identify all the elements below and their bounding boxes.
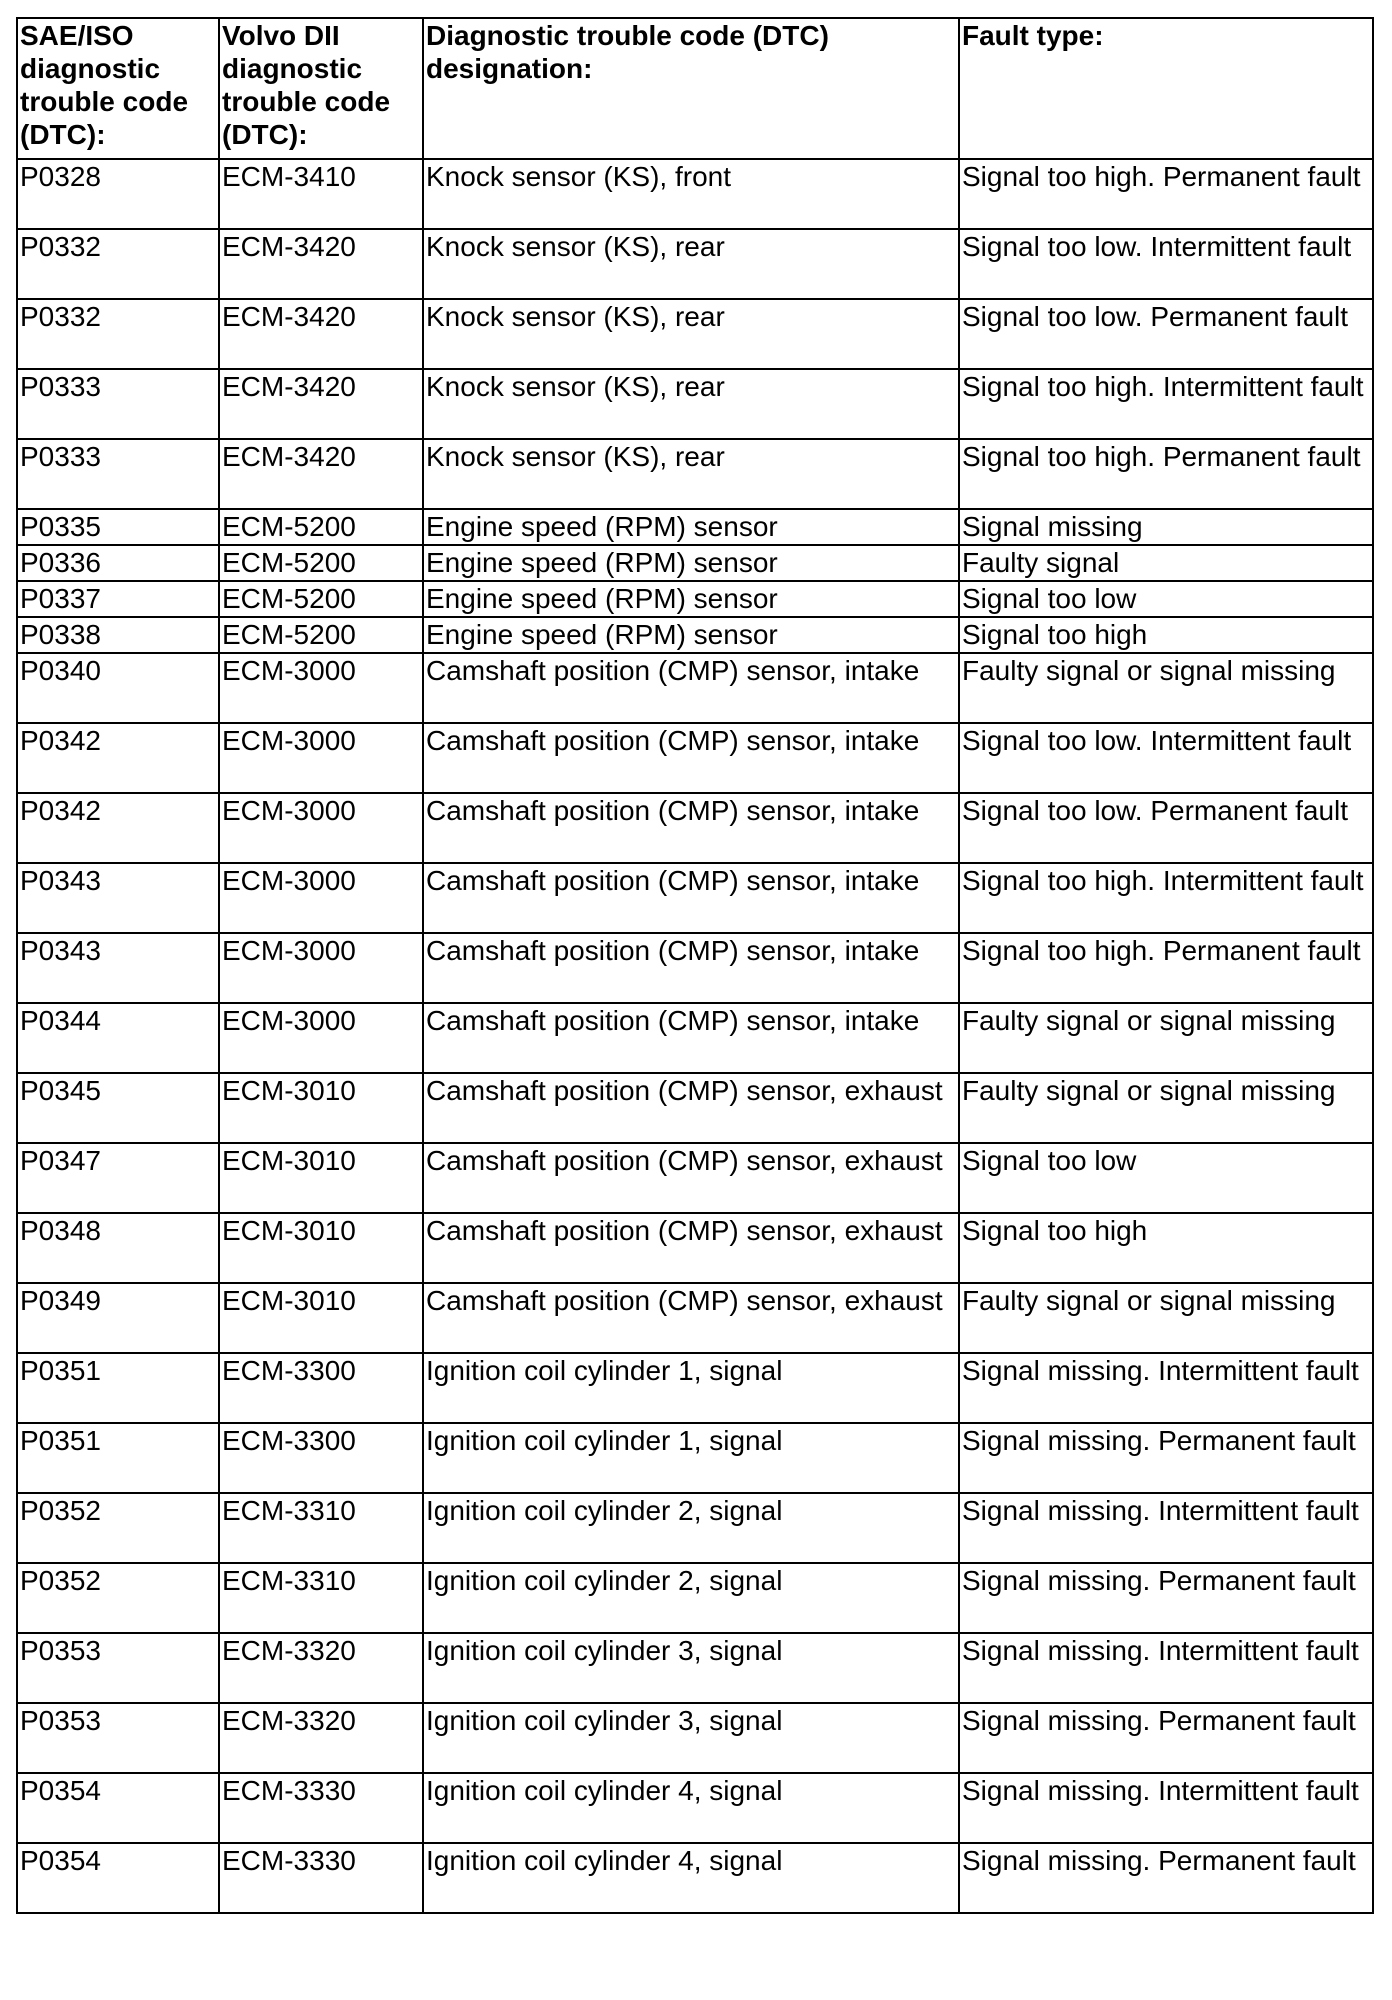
cell-designation: Engine speed (RPM) sensor (423, 545, 959, 581)
cell-volvo-code: ECM-3300 (219, 1353, 423, 1423)
cell-fault-type: Signal missing. Permanent fault (959, 1703, 1373, 1773)
cell-volvo-code: ECM-3010 (219, 1213, 423, 1283)
table-row (17, 1073, 1373, 1143)
cell-designation: Knock sensor (KS), rear (423, 369, 959, 439)
cell-fault-type: Signal too low. Permanent fault (959, 793, 1373, 863)
dtc-table (16, 17, 1374, 1914)
table-row (17, 229, 1373, 299)
cell-designation: Ignition coil cylinder 4, signal (423, 1843, 959, 1913)
cell-fault-type: Signal too high. Intermittent fault (959, 863, 1373, 933)
cell-fault-type: Faulty signal or signal missing (959, 1283, 1373, 1353)
cell-volvo-code: ECM-3300 (219, 1423, 423, 1493)
cell-sae-code: P0335 (17, 509, 219, 545)
cell-volvo-code: ECM-3010 (219, 1283, 423, 1353)
table-row (17, 1213, 1373, 1283)
cell-volvo-code: ECM-3000 (219, 933, 423, 1003)
cell-sae-code: P0353 (17, 1703, 219, 1773)
cell-fault-type: Signal too high. Permanent fault (959, 159, 1373, 229)
table-row (17, 581, 1373, 617)
cell-sae-code: P0333 (17, 369, 219, 439)
cell-fault-type: Signal missing. Permanent fault (959, 1843, 1373, 1913)
cell-designation: Camshaft position (CMP) sensor, intake (423, 793, 959, 863)
cell-sae-code: P0351 (17, 1353, 219, 1423)
cell-fault-type: Signal too low. Permanent fault (959, 299, 1373, 369)
cell-fault-type: Signal missing. Permanent fault (959, 1563, 1373, 1633)
cell-fault-type: Signal too high. Permanent fault (959, 933, 1373, 1003)
cell-volvo-code: ECM-5200 (219, 617, 423, 653)
cell-volvo-code: ECM-3420 (219, 369, 423, 439)
header-volvo-dii-dtc: Volvo DII diagnostic trouble code (DTC): (219, 18, 423, 159)
cell-volvo-code: ECM-3010 (219, 1073, 423, 1143)
table-row (17, 439, 1373, 509)
cell-sae-code: P0354 (17, 1773, 219, 1843)
table-row (17, 509, 1373, 545)
table-row (17, 653, 1373, 723)
table-row (17, 299, 1373, 369)
cell-designation: Ignition coil cylinder 2, signal (423, 1493, 959, 1563)
cell-fault-type: Faulty signal or signal missing (959, 1003, 1373, 1073)
cell-fault-type: Signal too low (959, 1143, 1373, 1213)
cell-sae-code: P0344 (17, 1003, 219, 1073)
header-fault-type: Fault type: (959, 18, 1373, 159)
cell-fault-type: Signal missing. Intermittent fault (959, 1493, 1373, 1563)
cell-designation: Ignition coil cylinder 3, signal (423, 1633, 959, 1703)
cell-fault-type: Faulty signal or signal missing (959, 1073, 1373, 1143)
cell-volvo-code: ECM-3420 (219, 439, 423, 509)
cell-sae-code: P0353 (17, 1633, 219, 1703)
cell-volvo-code: ECM-3000 (219, 653, 423, 723)
table-row (17, 1633, 1373, 1703)
cell-volvo-code: ECM-5200 (219, 581, 423, 617)
cell-designation: Engine speed (RPM) sensor (423, 509, 959, 545)
cell-fault-type: Signal too high. Permanent fault (959, 439, 1373, 509)
table-row (17, 1283, 1373, 1353)
cell-fault-type: Signal missing. Permanent fault (959, 1423, 1373, 1493)
cell-volvo-code: ECM-3000 (219, 723, 423, 793)
cell-sae-code: P0338 (17, 617, 219, 653)
table-row (17, 1143, 1373, 1213)
cell-sae-code: P0347 (17, 1143, 219, 1213)
cell-volvo-code: ECM-3330 (219, 1843, 423, 1913)
table-body (17, 159, 1373, 1913)
cell-volvo-code: ECM-3310 (219, 1563, 423, 1633)
table-row (17, 1423, 1373, 1493)
cell-sae-code: P0352 (17, 1493, 219, 1563)
cell-fault-type: Signal too low. Intermittent fault (959, 723, 1373, 793)
cell-sae-code: P0332 (17, 229, 219, 299)
cell-fault-type: Signal too low (959, 581, 1373, 617)
cell-sae-code: P0340 (17, 653, 219, 723)
cell-volvo-code: ECM-3420 (219, 299, 423, 369)
cell-volvo-code: ECM-3010 (219, 1143, 423, 1213)
cell-designation: Knock sensor (KS), rear (423, 229, 959, 299)
cell-sae-code: P0352 (17, 1563, 219, 1633)
cell-sae-code: P0342 (17, 723, 219, 793)
table-row (17, 863, 1373, 933)
cell-designation: Engine speed (RPM) sensor (423, 581, 959, 617)
cell-volvo-code: ECM-5200 (219, 545, 423, 581)
cell-volvo-code: ECM-3320 (219, 1703, 423, 1773)
cell-designation: Camshaft position (CMP) sensor, intake (423, 863, 959, 933)
cell-fault-type: Signal missing. Intermittent fault (959, 1773, 1373, 1843)
table-row (17, 793, 1373, 863)
cell-sae-code: P0332 (17, 299, 219, 369)
table-row (17, 1493, 1373, 1563)
table-row (17, 723, 1373, 793)
header-dtc-designation: Diagnostic trouble code (DTC) designation: (423, 18, 959, 159)
cell-sae-code: P0354 (17, 1843, 219, 1913)
cell-designation: Ignition coil cylinder 2, signal (423, 1563, 959, 1633)
cell-volvo-code: ECM-3410 (219, 159, 423, 229)
cell-sae-code: P0337 (17, 581, 219, 617)
cell-designation: Ignition coil cylinder 1, signal (423, 1353, 959, 1423)
cell-designation: Knock sensor (KS), rear (423, 299, 959, 369)
header-row (17, 18, 1373, 159)
cell-volvo-code: ECM-3320 (219, 1633, 423, 1703)
cell-fault-type: Signal too low. Intermittent fault (959, 229, 1373, 299)
table-row (17, 159, 1373, 229)
cell-designation: Camshaft position (CMP) sensor, exhaust (423, 1073, 959, 1143)
cell-designation: Camshaft position (CMP) sensor, intake (423, 723, 959, 793)
cell-fault-type: Faulty signal (959, 545, 1373, 581)
table-row (17, 1773, 1373, 1843)
cell-sae-code: P0342 (17, 793, 219, 863)
cell-fault-type: Signal too high. Intermittent fault (959, 369, 1373, 439)
cell-fault-type: Signal missing. Intermittent fault (959, 1633, 1373, 1703)
table-row (17, 545, 1373, 581)
cell-fault-type: Faulty signal or signal missing (959, 653, 1373, 723)
cell-sae-code: P0333 (17, 439, 219, 509)
table-header (17, 18, 1373, 159)
cell-volvo-code: ECM-3000 (219, 863, 423, 933)
cell-sae-code: P0348 (17, 1213, 219, 1283)
table-row (17, 369, 1373, 439)
cell-designation: Ignition coil cylinder 1, signal (423, 1423, 959, 1493)
cell-designation: Camshaft position (CMP) sensor, exhaust (423, 1283, 959, 1353)
cell-designation: Knock sensor (KS), rear (423, 439, 959, 509)
cell-sae-code: P0328 (17, 159, 219, 229)
cell-fault-type: Signal too high (959, 617, 1373, 653)
table-row (17, 1843, 1373, 1913)
cell-volvo-code: ECM-3330 (219, 1773, 423, 1843)
cell-sae-code: P0349 (17, 1283, 219, 1353)
cell-designation: Knock sensor (KS), front (423, 159, 959, 229)
cell-designation: Engine speed (RPM) sensor (423, 617, 959, 653)
cell-fault-type: Signal too high (959, 1213, 1373, 1283)
cell-designation: Camshaft position (CMP) sensor, exhaust (423, 1143, 959, 1213)
cell-designation: Camshaft position (CMP) sensor, exhaust (423, 1213, 959, 1283)
cell-sae-code: P0343 (17, 863, 219, 933)
cell-designation: Ignition coil cylinder 4, signal (423, 1773, 959, 1843)
table-row (17, 1563, 1373, 1633)
cell-fault-type: Signal missing. Intermittent fault (959, 1353, 1373, 1423)
cell-sae-code: P0351 (17, 1423, 219, 1493)
cell-volvo-code: ECM-3000 (219, 1003, 423, 1073)
cell-volvo-code: ECM-3420 (219, 229, 423, 299)
cell-designation: Camshaft position (CMP) sensor, intake (423, 1003, 959, 1073)
table-row (17, 617, 1373, 653)
table-row (17, 1703, 1373, 1773)
table-row (17, 1353, 1373, 1423)
cell-volvo-code: ECM-3310 (219, 1493, 423, 1563)
cell-sae-code: P0345 (17, 1073, 219, 1143)
cell-designation: Ignition coil cylinder 3, signal (423, 1703, 959, 1773)
table-row (17, 933, 1373, 1003)
cell-volvo-code: ECM-3000 (219, 793, 423, 863)
cell-fault-type: Signal missing (959, 509, 1373, 545)
header-sae-iso-dtc: SAE/ISO diagnostic trouble code (DTC): (17, 18, 219, 159)
cell-sae-code: P0343 (17, 933, 219, 1003)
cell-volvo-code: ECM-5200 (219, 509, 423, 545)
cell-designation: Camshaft position (CMP) sensor, intake (423, 933, 959, 1003)
cell-designation: Camshaft position (CMP) sensor, intake (423, 653, 959, 723)
table-row (17, 1003, 1373, 1073)
cell-sae-code: P0336 (17, 545, 219, 581)
